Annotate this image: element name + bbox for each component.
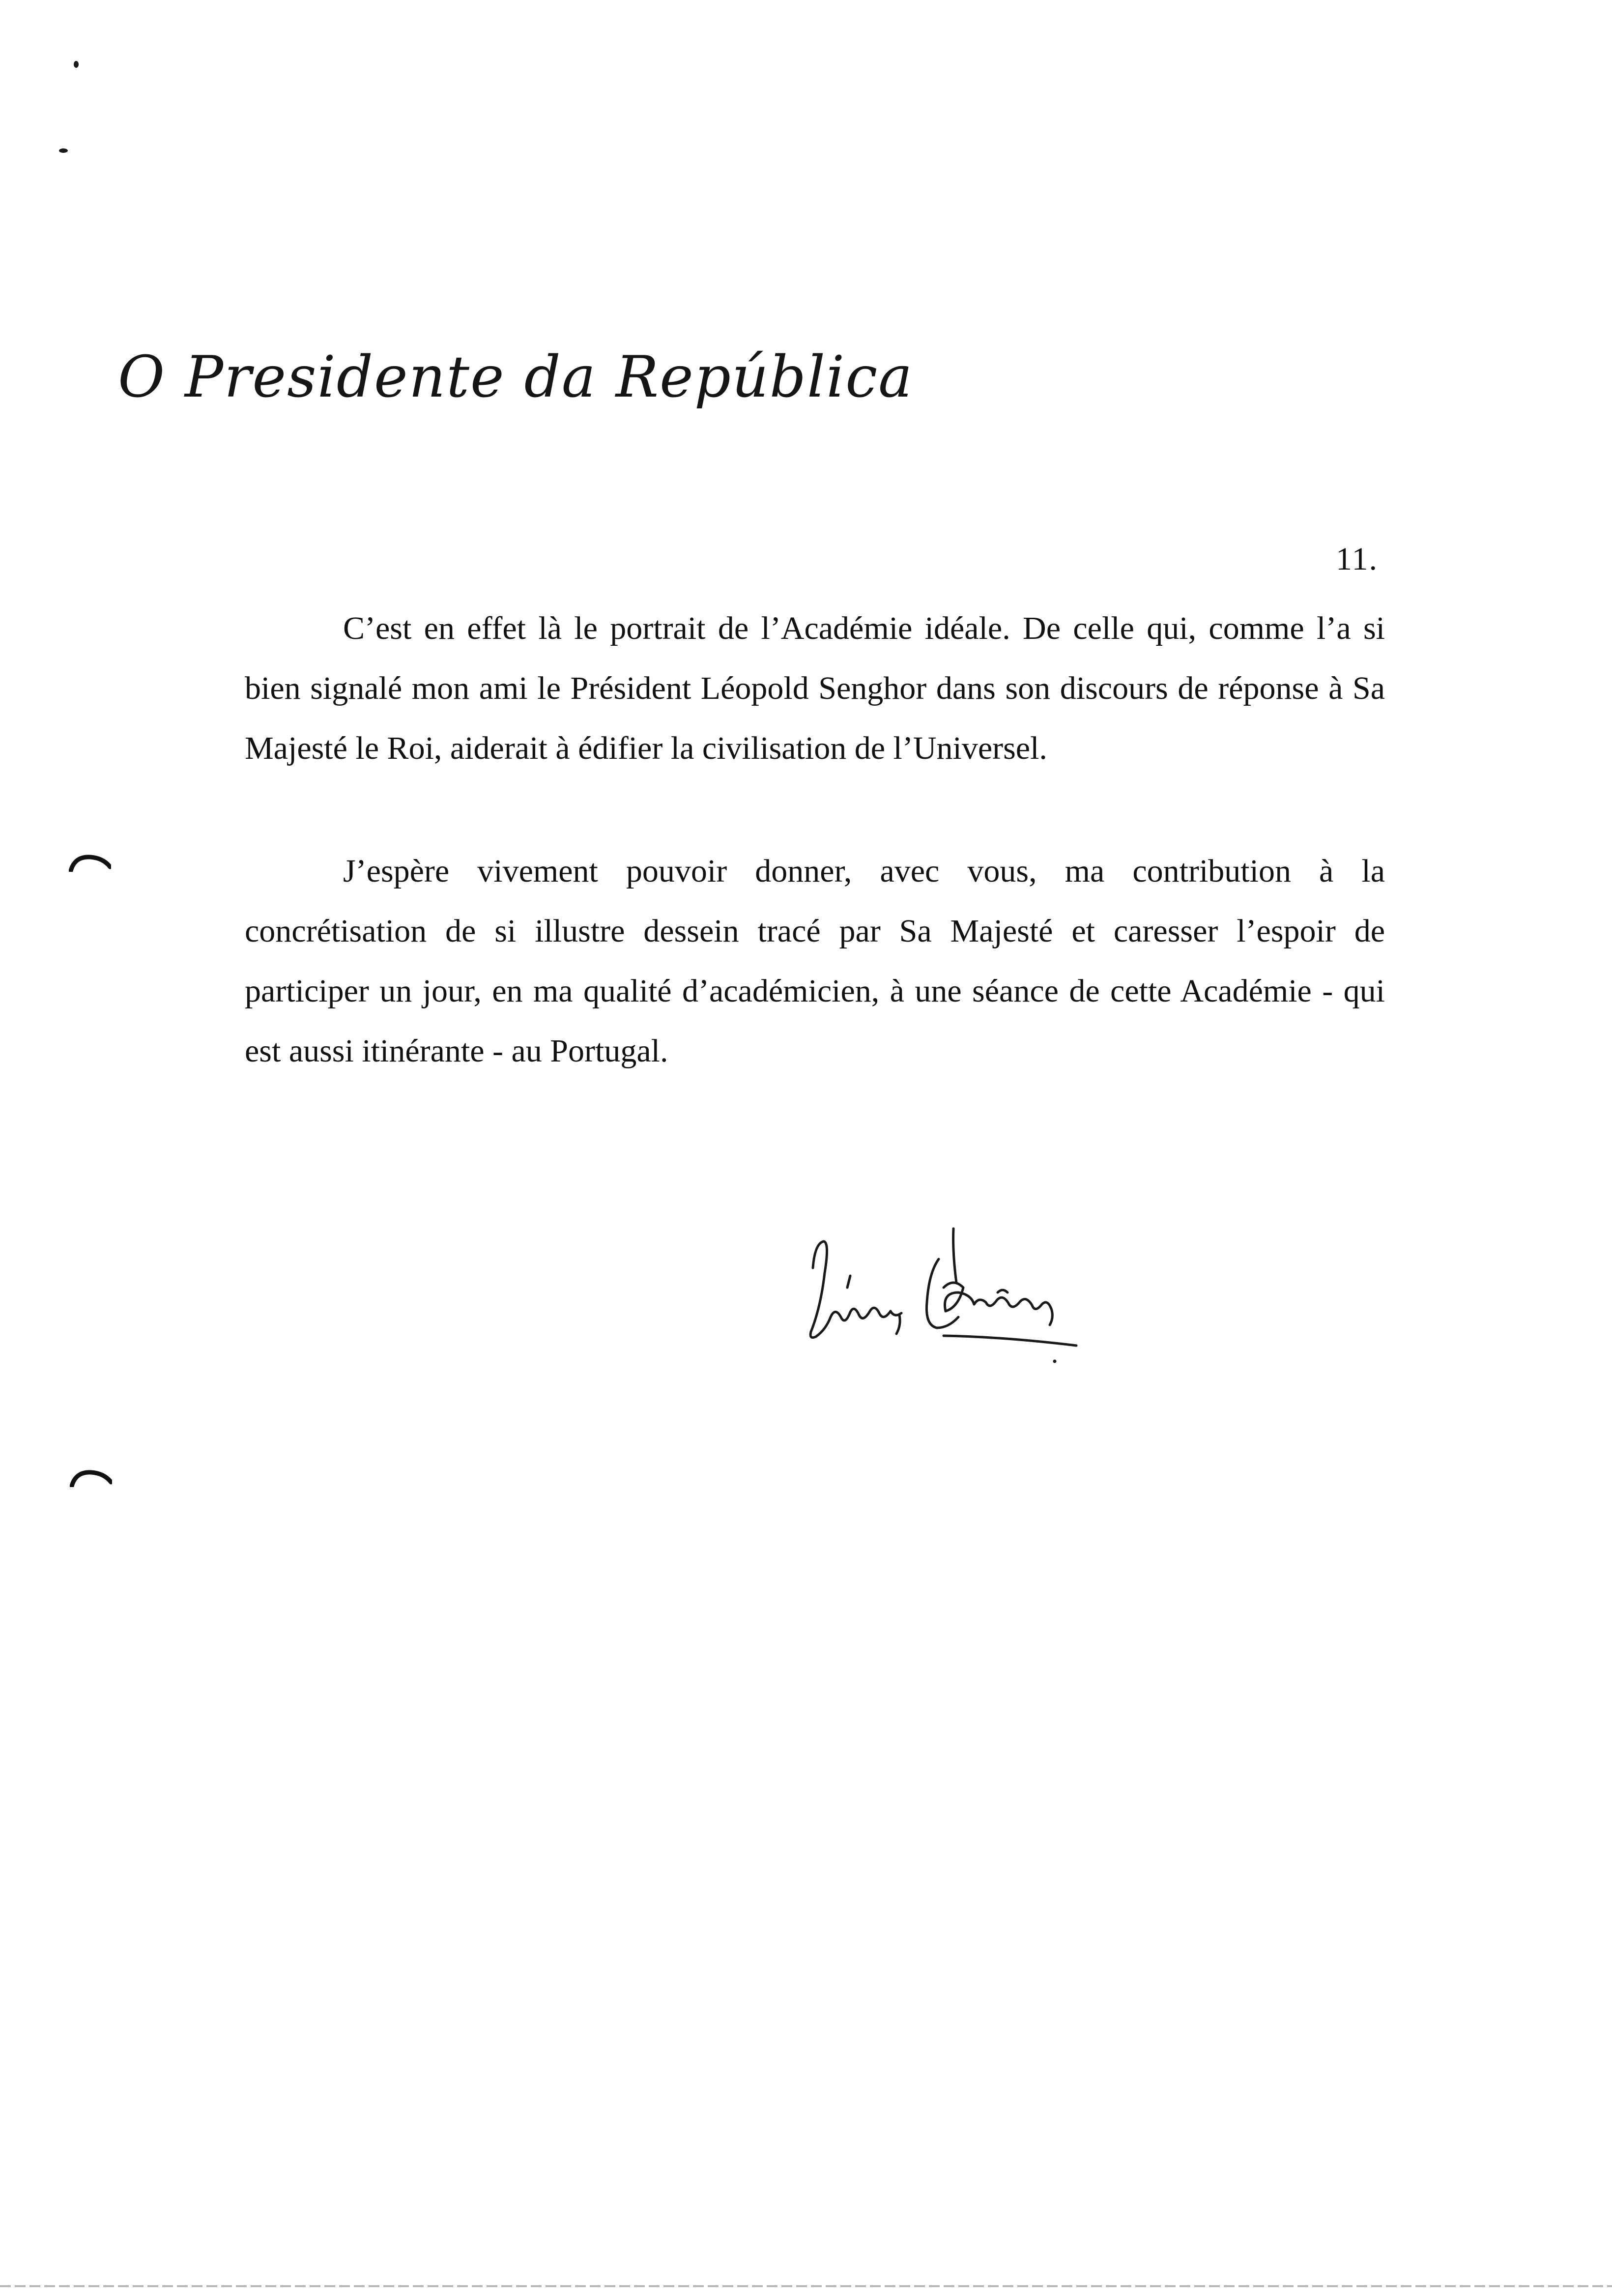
scan-footer-line (0, 2285, 1612, 2287)
scan-speck (74, 61, 79, 68)
page-number: 11. (1336, 541, 1379, 577)
letterhead-title: O Presidente da República (118, 344, 914, 410)
body-paragraph-1 (245, 599, 1385, 778)
paragraph-text: C’est en effet là le portrait de l’Académie idéale. De celle qui, comme l’a si bien signalé mon ami le Président Léopold Senghor dans son discours de réponse à Sa Majesté le Roi, aiderait à édifier la civilisation de l’Universel. (245, 610, 1385, 766)
punch-hole-mark (69, 854, 111, 872)
body-paragraph-2 (245, 841, 1385, 1081)
punch-hole-mark (70, 1469, 112, 1487)
scan-speck (59, 148, 68, 153)
handwritten-signature (796, 1214, 1111, 1376)
paragraph-text: J’espère vivement pouvoir donner, avec vous, ma contribution à la concrétisation de si illustre dessein tracé par Sa Majesté et caresser l’espoir de participer un jour, en ma qualité d’académicien, à une séance de cette Académie - qui est aussi itinérante - au Portugal. (245, 853, 1385, 1069)
